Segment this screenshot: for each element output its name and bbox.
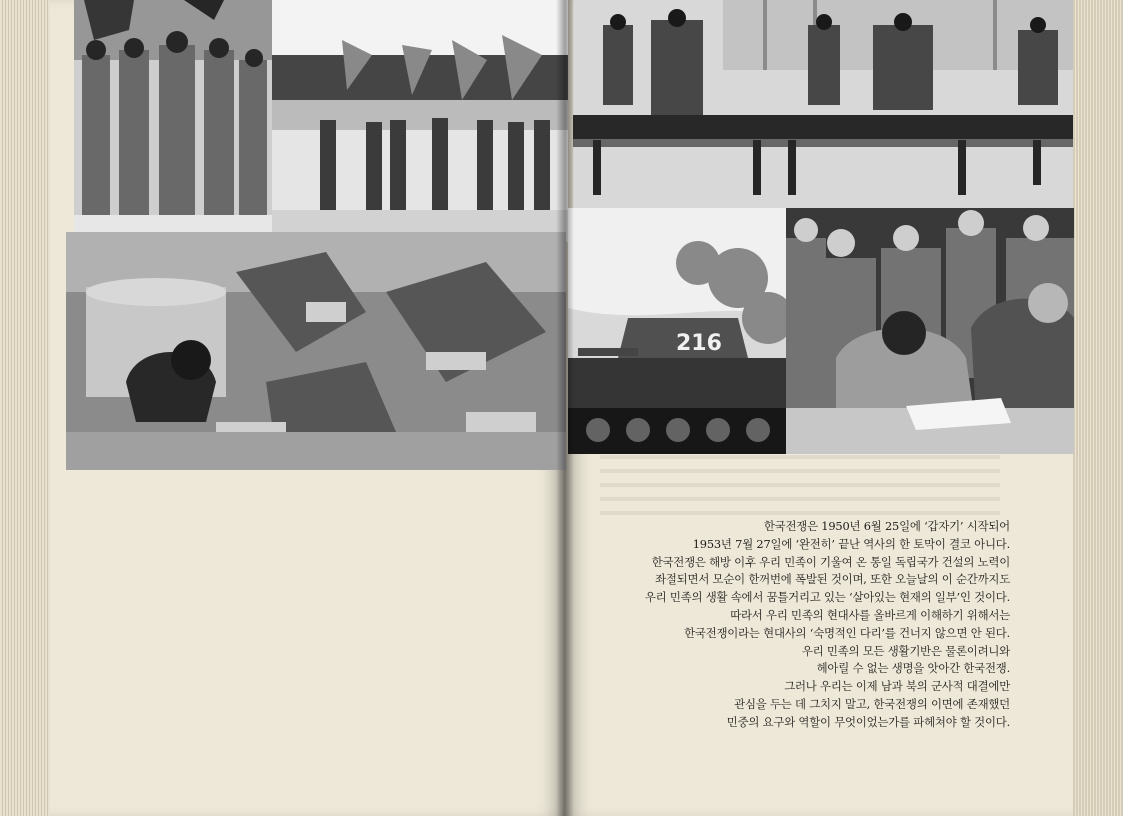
photo-troops-flag-parade [272, 0, 568, 242]
caption-line: 그러나 우리는 이제 남과 북의 군사적 대결에만 [784, 679, 1010, 694]
caption-line: 우리 민족의 모든 생활기반은 물론이려니와 [801, 643, 1010, 658]
caption-line: 우리 민족의 생활 속에서 꿈틀거리고 있는 ‘살아있는 현재의 일부’인 것이다. [644, 590, 1010, 605]
tank-number-label: 216 [676, 331, 722, 356]
caption-line: 한국전쟁이라는 현대사의 ‘숙명적인 다리’를 건너지 않으면 안 된다. [684, 625, 1010, 640]
caption-line: 좌절되면서 모순이 한꺼번에 폭발된 것이며, 또한 오늘날의 이 순간까지도 [655, 572, 1010, 587]
photo-flag-ceremony-soldiers [74, 0, 272, 236]
photo-tank [568, 208, 786, 454]
caption-text-block [578, 518, 1010, 732]
show-through-text [600, 455, 1000, 515]
photo-war-ruins-child [66, 232, 566, 470]
caption-line: 관심을 두는 데 그치지 말고, 한국전쟁의 이면에 존재했던 [734, 696, 1010, 711]
caption-line: 헤아릴 수 없는 생명을 앗아간 한국전쟁. [816, 661, 1010, 676]
caption-line: 따라서 우리 민족의 현대사를 올바르게 이해하기 위해서는 [730, 607, 1010, 622]
book-gutter [556, 0, 574, 816]
caption-line: 민중의 요구와 역할이 무엇이었는가를 파헤쳐야 할 것이다. [726, 714, 1010, 729]
right-page-edges [1073, 0, 1123, 816]
photo-armistice-signing-table [573, 0, 1073, 208]
photo-officials-signing [786, 208, 1074, 454]
caption-line: 1953년 7월 27일에 ‘완전히’ 끝난 역사의 한 토막이 결코 아니다. [692, 536, 1010, 551]
caption-line: 한국전쟁은 해방 이후 우리 민족이 기울여 온 통일 독립국가 건설의 노력이 [651, 554, 1010, 569]
caption-line: 한국전쟁은 1950년 6월 25일에 ‘갑자기’ 시작되어 [763, 519, 1010, 533]
